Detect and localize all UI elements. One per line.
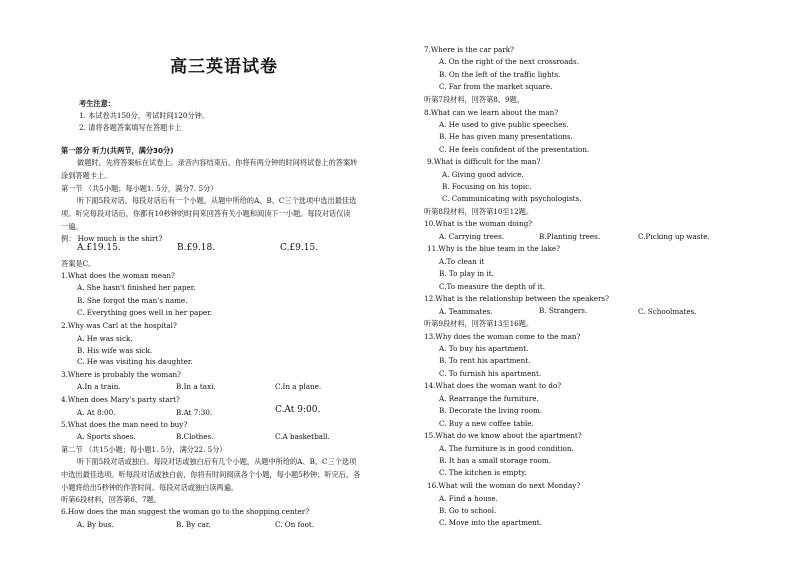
option-text: A. He was sick. bbox=[77, 334, 133, 343]
directions-text: 听下面5段对话或独白。每段对话或独白后有几个小题，从题中所给的A、B、C三个选项 bbox=[77, 457, 357, 466]
option-text: B. On the left of the traffic lights. bbox=[439, 70, 561, 79]
option-text: A. By bus. bbox=[77, 520, 114, 529]
option-text: A. To buy his apartment. bbox=[439, 344, 529, 353]
section-heading: 第一节 （共5小题；每小题1. 5分，满分7. 5分） bbox=[61, 184, 218, 193]
option-text: C.At 9:00. bbox=[275, 405, 321, 415]
question-text: 5.What does the man need to buy? bbox=[61, 420, 188, 429]
material-intro: 听第8段材料，回答第10至12题。 bbox=[424, 207, 534, 216]
option-text: C.A basketball. bbox=[275, 432, 330, 441]
question-text: 11.Why is the blue team in the lake? bbox=[427, 244, 561, 253]
question-text: 10.What is the woman doing? bbox=[424, 219, 533, 228]
option-text: A. Rearrange the furniture. bbox=[439, 394, 539, 403]
option-text: C. Everything goes well in her paper. bbox=[77, 308, 213, 317]
option-text: C. The kitchen is empty. bbox=[439, 468, 527, 477]
question-text: 9.What is difficult for the man? bbox=[427, 157, 541, 166]
option-text: B. To play in it. bbox=[439, 269, 494, 278]
option-text: A. She hasn't finished her paper. bbox=[77, 283, 196, 292]
option-text: A. Find a house. bbox=[439, 494, 498, 503]
question-text: 8.What can we learn about the man? bbox=[424, 108, 559, 117]
option-text: A. The furniture is in good condition. bbox=[439, 444, 574, 453]
option-text: C. He feels confident of the presentation. bbox=[439, 145, 590, 154]
option-text: A. Sports shoes. bbox=[77, 432, 136, 441]
option-text: B. Strangers. bbox=[539, 306, 588, 315]
intro-text: 做题时，先将答案标在试卷上。录音内容结束后，你将有两分钟的时间将试卷上的答案转 bbox=[77, 158, 358, 167]
option-text: B.At 7:30. bbox=[176, 408, 213, 417]
notice-heading: 考生注意： bbox=[79, 99, 115, 108]
option-text: B.In a taxi. bbox=[176, 382, 216, 391]
notice-item: 1. 本试卷共150分，考试时间120分钟。 bbox=[79, 111, 210, 120]
section-heading: 第二节 （共15小题；每小题1. 5分，满分22. 5分） bbox=[61, 445, 227, 454]
question-text: 6.How does the man suggest the woman go to the shopping center? bbox=[61, 507, 310, 516]
directions-text: 一遍。 bbox=[61, 222, 83, 231]
option-text: A. On the right of the next crossroads. bbox=[439, 57, 579, 66]
option-text: C. Communicating with psychologists. bbox=[442, 194, 582, 203]
example-option: A.£19.15. bbox=[77, 243, 121, 253]
option-text: B. It has a small storage room. bbox=[439, 456, 551, 465]
option-text: B. Focusing on his topic. bbox=[442, 182, 532, 191]
option-text: B. Decorate the living room. bbox=[439, 406, 543, 415]
page-title: 高三英语试卷 bbox=[170, 57, 278, 77]
option-text: C. Far from the market square. bbox=[439, 82, 553, 91]
option-text: B.Planting trees. bbox=[539, 232, 601, 241]
option-text: B. By car. bbox=[176, 520, 211, 529]
part1-heading: 第一部分 听力(共两节，满分30分) bbox=[61, 146, 174, 155]
question-text: 3.Where is probably the woman? bbox=[61, 370, 181, 379]
directions-text: 小题将给出5秒钟的作答时间。每段对话或独白读两遍。 bbox=[61, 483, 239, 492]
option-text: A. Giving good advice. bbox=[442, 170, 524, 179]
material-intro: 听第6段材料，回答第6、7题。 bbox=[61, 495, 161, 504]
option-text: B. His wife was sick. bbox=[77, 346, 153, 355]
option-text: C. Schoolmates. bbox=[638, 307, 697, 316]
option-text: B. To rent his apartment. bbox=[439, 356, 531, 365]
question-text: 15.What do we know about the apartment? bbox=[424, 431, 582, 440]
option-text: B. She forgot the man's name. bbox=[77, 296, 188, 305]
question-text: 4.When does Mary's party start? bbox=[61, 395, 180, 404]
option-text: A.In a train. bbox=[77, 382, 121, 391]
option-text: A. Teammates. bbox=[439, 307, 493, 316]
option-text: C.To measure the depth of it. bbox=[439, 282, 546, 291]
option-text: C. On foot. bbox=[275, 520, 315, 529]
option-text: C. To furnish his apartment. bbox=[439, 369, 542, 378]
option-text: C. Move into the apartment. bbox=[439, 518, 542, 527]
directions-text: 听下面5段对话。每段对话后有一个小题，从题中所给的A、B、C三个选项中选出最佳选 bbox=[77, 196, 357, 205]
option-text: B.Clothes. bbox=[176, 432, 214, 441]
example-answer: 答案是C。 bbox=[61, 259, 96, 268]
question-text: 1.What does the woman mean? bbox=[61, 271, 175, 280]
option-text: B. He has given many presentations. bbox=[439, 132, 573, 141]
option-text: A. At 8:00. bbox=[77, 408, 116, 417]
question-text: 16.What will the woman do next Monday? bbox=[427, 481, 581, 490]
option-text: C.In a plane. bbox=[275, 382, 322, 391]
example-question: 例： How much is the shirt? bbox=[61, 234, 163, 243]
directions-text: 中选出最佳选项。听每段对话或独白前，你将有时间阅读各个小题，每小题5秒钟；听完后，各 bbox=[61, 470, 361, 479]
material-intro: 听第7段材料，回答第8、9题。 bbox=[424, 95, 524, 104]
directions-text: 项。听完每段对话后，你都有10秒钟的时间来回答有关小题和阅读下一小题。每段对话仅读 bbox=[61, 209, 351, 218]
question-text: 7.Where is the car park? bbox=[424, 45, 514, 54]
option-text: C.Picking up waste. bbox=[638, 232, 710, 241]
option-text: A. He used to give public speeches. bbox=[439, 120, 569, 129]
notice-item: 2. 请将各题答案填写在答题卡上 bbox=[79, 123, 182, 132]
option-text: B. Go to school. bbox=[439, 506, 497, 515]
option-text: A.To clean it bbox=[439, 257, 485, 266]
question-text: 12.What is the relationship between the speakers? bbox=[424, 294, 609, 303]
option-text: C. He was visiting his daughter. bbox=[77, 357, 193, 366]
question-text: 2.Why was Carl at the hospital? bbox=[61, 321, 177, 330]
question-text: 13.Why does the woman come to the man? bbox=[424, 332, 581, 341]
option-text: C. Buy a new coffee table. bbox=[439, 419, 534, 428]
question-text: 14.What does the woman want to do? bbox=[424, 381, 562, 390]
example-option: C.£9.15. bbox=[280, 243, 319, 253]
example-option: B.£9.18. bbox=[177, 243, 216, 253]
intro-text: 涂到答题卡上。 bbox=[61, 171, 112, 180]
material-intro: 听第9段材料，回答第13至16题。 bbox=[424, 319, 534, 328]
option-text: A. Carrying trees. bbox=[439, 232, 505, 241]
